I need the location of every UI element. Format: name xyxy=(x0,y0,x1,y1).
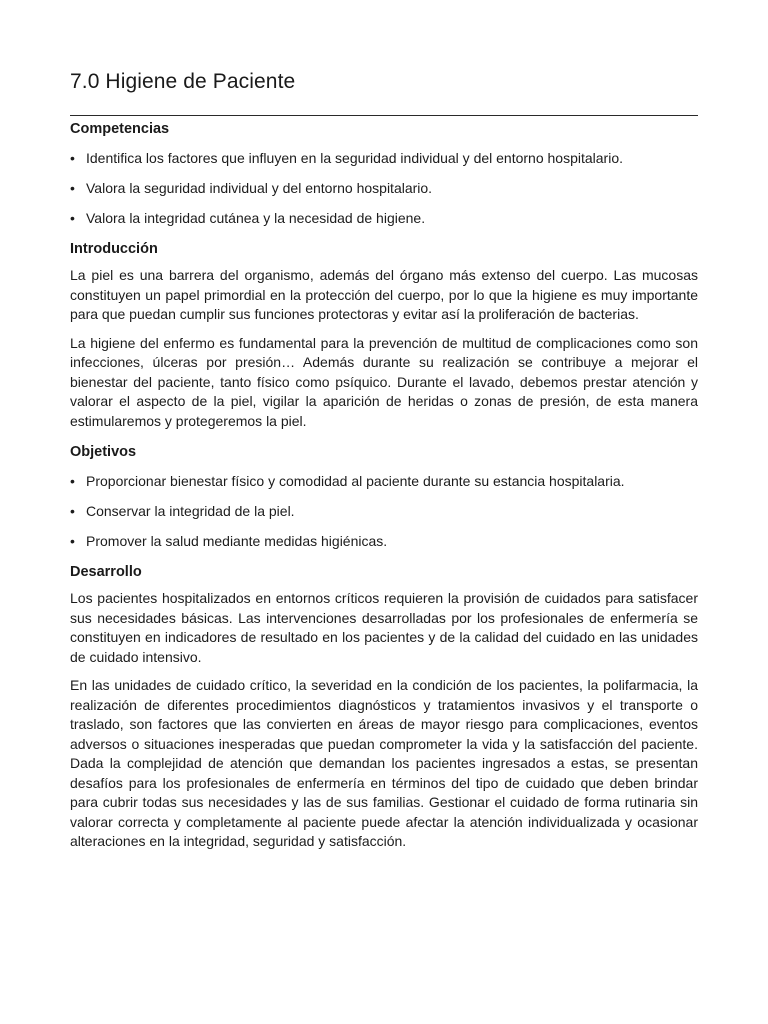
list-item: • Valora la integridad cutánea y la necesidad de higiene. xyxy=(70,210,426,226)
section-heading: Desarrollo xyxy=(70,564,142,580)
section-heading: Competencias xyxy=(70,121,170,137)
section-introduccion xyxy=(70,239,698,431)
list-item: • Proporcionar bienestar físico y comodidad al paciente durante su estancia hospitalaria. xyxy=(70,473,625,489)
paragraph: La piel es una barrera del organismo, además del órgano más extenso del cuerpo. Las mucosas constituyen un papel primordial en la protección del cuerpo, por lo que la higiene es muy importante para que puedan cumplir sus funciones protectoras y evitar así la proliferación de bacterias. xyxy=(70,267,698,322)
objetivos-list xyxy=(70,471,698,551)
list-item: • Identifica los factores que influyen en la seguridad individual y del entorno hospitalario. xyxy=(70,150,624,166)
section-competencias xyxy=(70,119,698,228)
bullet-icon: • xyxy=(70,473,75,489)
paragraph: La higiene del enfermo es fundamental para la prevención de multitud de complicaciones como son infecciones, úlceras por presión… Además durante su realización se contribuye a mejorar el bienestar del paciente, tanto físico como psíquico. Durante el lavado, debemos prestar atención y valorar el aspecto de la piel, vigilar la aparición de heridas o zonas de presión, de esta manera estimularemos y protegeremos la piel. xyxy=(70,334,698,429)
competencias-list xyxy=(70,148,698,228)
page-title: 7.0 Higiene de Paciente xyxy=(70,70,296,93)
bullet-icon: • xyxy=(70,533,75,549)
title-divider xyxy=(70,115,698,116)
paragraph: Los pacientes hospitalizados en entornos críticos requieren la provisión de cuidados para satisfacer sus necesidades básicas. Las intervenciones desarrolladas por los profesionales de enfermería se constituyen en indicadores de resultado en los pacientes y de la calidad del cuidado en las unidades de cuidado intensivo. xyxy=(70,590,698,665)
document-content xyxy=(70,119,698,852)
section-heading: Introducción xyxy=(70,241,158,257)
section-desarrollo xyxy=(70,562,698,852)
list-item: • Conservar la integridad de la piel. xyxy=(70,503,295,519)
section-objetivos xyxy=(70,442,698,551)
section-heading: Objetivos xyxy=(70,444,137,460)
bullet-icon: • xyxy=(70,150,75,166)
paragraph: En las unidades de cuidado crítico, la severidad en la condición de los pacientes, la polifarmacia, la realización de diferentes procedimientos diagnósticos y tratamientos invasivos y el transporte o traslado, son factores que las convierten en áreas de mayor riesgo para complicaciones, eventos adversos o situaciones inesperadas que puedan comprometer la vida y la satisfacción del paciente. Dada la complejidad de atención que demandan los pacientes ingresados a estas, se presentan desafíos para los profesionales de enfermería en términos del tipo de cuidado que deben brindar para cubrir todas sus necesidades y las de sus familias. Gestionar el cuidado de forma rutinaria sin valorar correcta y completamente al paciente puede afectar la atención individualizada y ocasionar alteraciones en la integridad, seguridad y satisfacción. xyxy=(70,677,698,849)
list-item: • Valora la seguridad individual y del entorno hospitalario. xyxy=(70,180,433,196)
list-item: • Promover la salud mediante medidas higiénicas. xyxy=(70,533,388,549)
bullet-icon: • xyxy=(70,180,75,196)
bullet-icon: • xyxy=(70,210,75,226)
bullet-icon: • xyxy=(70,503,75,519)
